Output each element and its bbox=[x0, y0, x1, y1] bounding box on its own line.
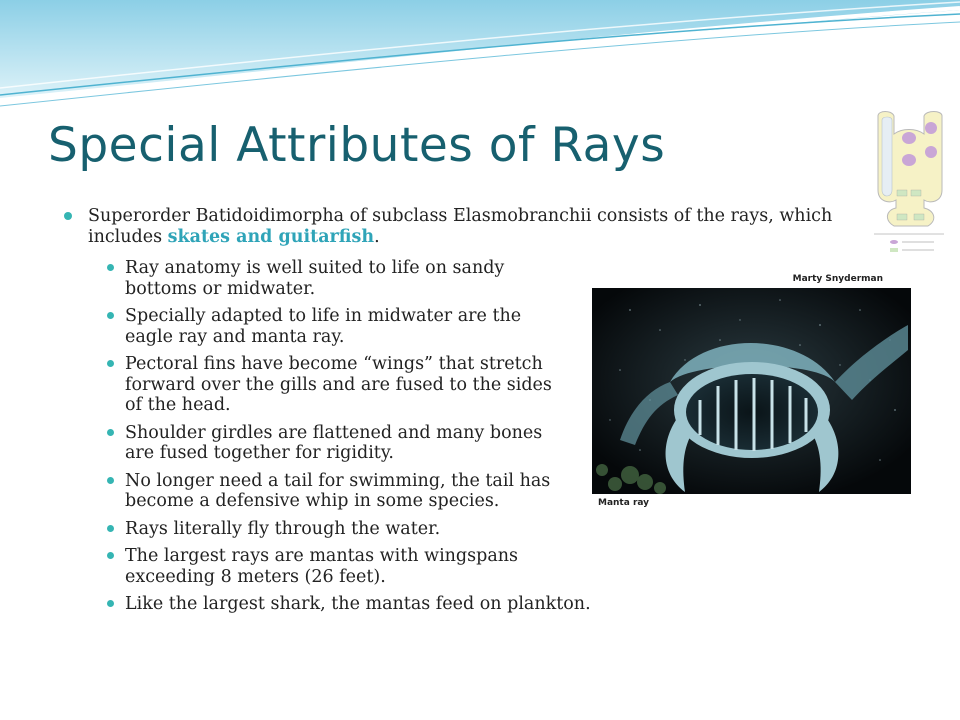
sub-bullet-text: Ray anatomy is well suited to life on sandy bottoms or midwater. bbox=[125, 258, 505, 299]
bullet-dot bbox=[107, 552, 114, 559]
sub-bullet bbox=[107, 519, 600, 540]
photo-credit: Marty Snyderman bbox=[792, 274, 883, 284]
sub-bullet-text: Shoulder girdles are flattened and many bones are fused together for rigidity. bbox=[125, 422, 543, 463]
bullet-dot bbox=[107, 264, 114, 271]
sub-bullet-text: Pectoral fins have become “wings” that stretch forward over the gills and are fused to the sides of the head. bbox=[125, 354, 552, 415]
main-bullet-text bbox=[88, 206, 834, 248]
bullet-dot bbox=[107, 312, 114, 319]
main-bullet-text-start: Superorder Batidoidimorpha of subclass Elasmobranchii consists of the rays, which includes bbox=[88, 206, 833, 247]
main-bullet bbox=[64, 206, 834, 248]
sub-bullet bbox=[107, 354, 565, 416]
manta-ray-photo bbox=[590, 270, 913, 514]
main-bullet-text-end: . bbox=[374, 227, 380, 247]
sub-bullet-text: No longer need a tail for swimming, the tail has become a defensive whip in some species. bbox=[125, 470, 551, 511]
sub-bullet bbox=[107, 258, 545, 299]
sub-bullet bbox=[107, 471, 600, 512]
sub-bullet-text: The largest rays are mantas with wingspans exceeding 8 meters (26 feet). bbox=[125, 546, 519, 587]
header-wave-decoration bbox=[0, 0, 960, 120]
classification-diagram bbox=[864, 104, 954, 264]
bullet-dot bbox=[107, 600, 114, 607]
sub-bullet-text: Like the largest shark, the mantas feed on plankton. bbox=[125, 594, 591, 614]
sub-bullet bbox=[107, 546, 585, 587]
sub-bullet-list bbox=[107, 258, 650, 622]
sub-bullet bbox=[107, 423, 545, 464]
sub-bullet-text: Rays literally fly through the water. bbox=[125, 518, 441, 539]
sub-bullet bbox=[107, 594, 665, 615]
slide-title: Special Attributes of Rays bbox=[48, 118, 666, 173]
manta-ray-image bbox=[590, 270, 913, 514]
bullet-dot bbox=[107, 477, 114, 484]
bullet-dot bbox=[64, 212, 72, 220]
bullet-dot bbox=[107, 525, 114, 532]
photo-caption: Manta ray bbox=[598, 498, 650, 508]
highlight-skates-guitarfish: skates and guitarfish bbox=[167, 227, 375, 247]
sub-bullet bbox=[107, 306, 545, 347]
sub-bullet-text: Specially adapted to life in midwater are the eagle ray and manta ray. bbox=[125, 306, 522, 347]
bullet-dot bbox=[107, 360, 114, 367]
bullet-dot bbox=[107, 429, 114, 436]
